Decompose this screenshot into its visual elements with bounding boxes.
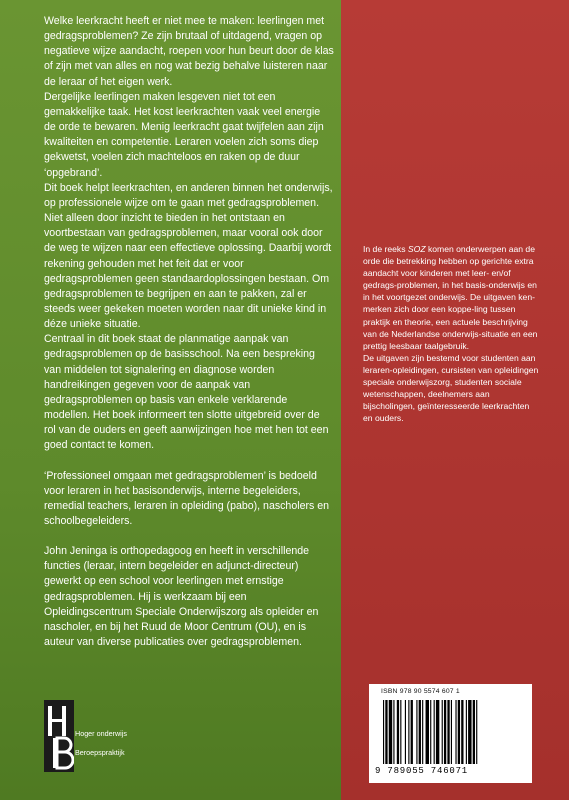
main-text	[44, 14, 334, 650]
barcode-icon	[383, 700, 519, 764]
paragraph-book-content: Centraal in dit boek staat de planmatige aanpak van gedragsproblemen op de basisschool. Na een bespreking van middelen tot signalering en diagnose worden handreikingen gegeven voor de aanpak van gedragsproblemen op basis van enkele verklarende modellen. Het boek informeert ten slotte uitgebreid over de rol van de ouders en geeft aanwijzingen hoe met hen tot een goed contact te komen.	[44, 333, 329, 452]
series-description	[363, 243, 539, 424]
series-paragraph-1	[363, 243, 539, 352]
paragraph-author: John Jeninga is orthopedagoog en heeft in verschillende functies (leraar, intern begeleider en adjunct-directeur) gewerkt op een school voor leerlingen met ernstige gedragsproblemen. Hij is werkzaam bij een Opleidingscentrum Speciale Onderwijszorg als opleider en nascholer, en bij het Ruud de Moor Centrum (OU), en is auteur van diverse publicaties over gedragsproblemen.	[44, 545, 319, 649]
isbn-label: ISBN 978 90 5574 607 1	[381, 688, 460, 695]
paragraph-difficulty: Dergelijke leerlingen maken lesgeven niet tot een gemakkelijke taak. Het kost leerkrachten vaak veel energie de orde te bewaren. Menig leerkracht gaat twijfelen aan zijn kwaliteiten en competentie. Leraren voelen zich soms diep gekwetst, voelen zich machteloos en raken op de duur ‘opgebrand’.	[44, 90, 324, 179]
series-text-before: In de reeks	[363, 244, 408, 254]
series-text-after: komen onderwerpen aan de orde die betrekking hebben op gerichte extra aandacht voor kinderen met leer- en/of gedrags-problemen, in het basis-onderwijs en in het voortgezet onderwijs. De uitgaven ken-merken zich door een koppe-ling tussen praktijk en theorie, een actuele beschrijving van de Nederlandse onderwijs-situatie en een prettig leesbaar taalgebruik.	[363, 244, 538, 351]
logo-line-beroepspraktijk: Beroepspraktijk	[75, 748, 125, 757]
barcode-box	[369, 684, 532, 783]
logo-line-hoger-onderwijs: Hoger onderwijs	[75, 729, 127, 738]
hb-logo-icon	[44, 700, 74, 772]
paragraph-intro: Welke leerkracht heeft er niet mee te maken: leerlingen met gedragsproblemen? Ze zijn brutaal of uitdagend, vragen op negatieve wijze aandacht, roepen voor hun beurt door de klas of zijn met van alles en nog wat bezig behalve luisteren naar de leraar of het eigen werk.	[44, 15, 334, 88]
series-paragraph-2: De uitgaven zijn bestemd voor studenten aan leraren-opleidingen, cursisten van opleidingen speciale onderwijszorg, studenten sociale wetenschappen, deelnemers aan bijscholingen, geïnteresseerde leerkrachten en ouders.	[363, 352, 539, 424]
publisher-logo	[44, 700, 125, 772]
paragraph-book-purpose: Dit boek helpt leerkrachten, en anderen binnen het onderwijs, op professionele wijze om te gaan met gedragsproblemen. Niet alleen door inzicht te bieden in het ontstaan en voortbestaan van gedragsproblemen, maar vooral ook door de weg te wijzen naar een effectieve oplossing. Daarbij wordt rekening gehouden met het feit dat er voor gedragsproblemen geen standaardoplossingen bestaan. Om gedragsproblemen te begrijpen en aan te pakken, zal er steeds weer gekeken moeten worden naar dit unieke kind in déze unieke situatie.	[44, 181, 333, 331]
paragraph-audience: ‘Professioneel omgaan met gedragsproblemen’ is bedoeld voor leraren in het basisonderwijs, interne begeleiders, remedial teachers, leraren in opleiding (pabo), nascholers en schoolbegeleiders.	[44, 469, 330, 527]
series-name: SOZ	[407, 244, 426, 254]
barcode-digits: 9 789055 746071	[375, 766, 469, 776]
